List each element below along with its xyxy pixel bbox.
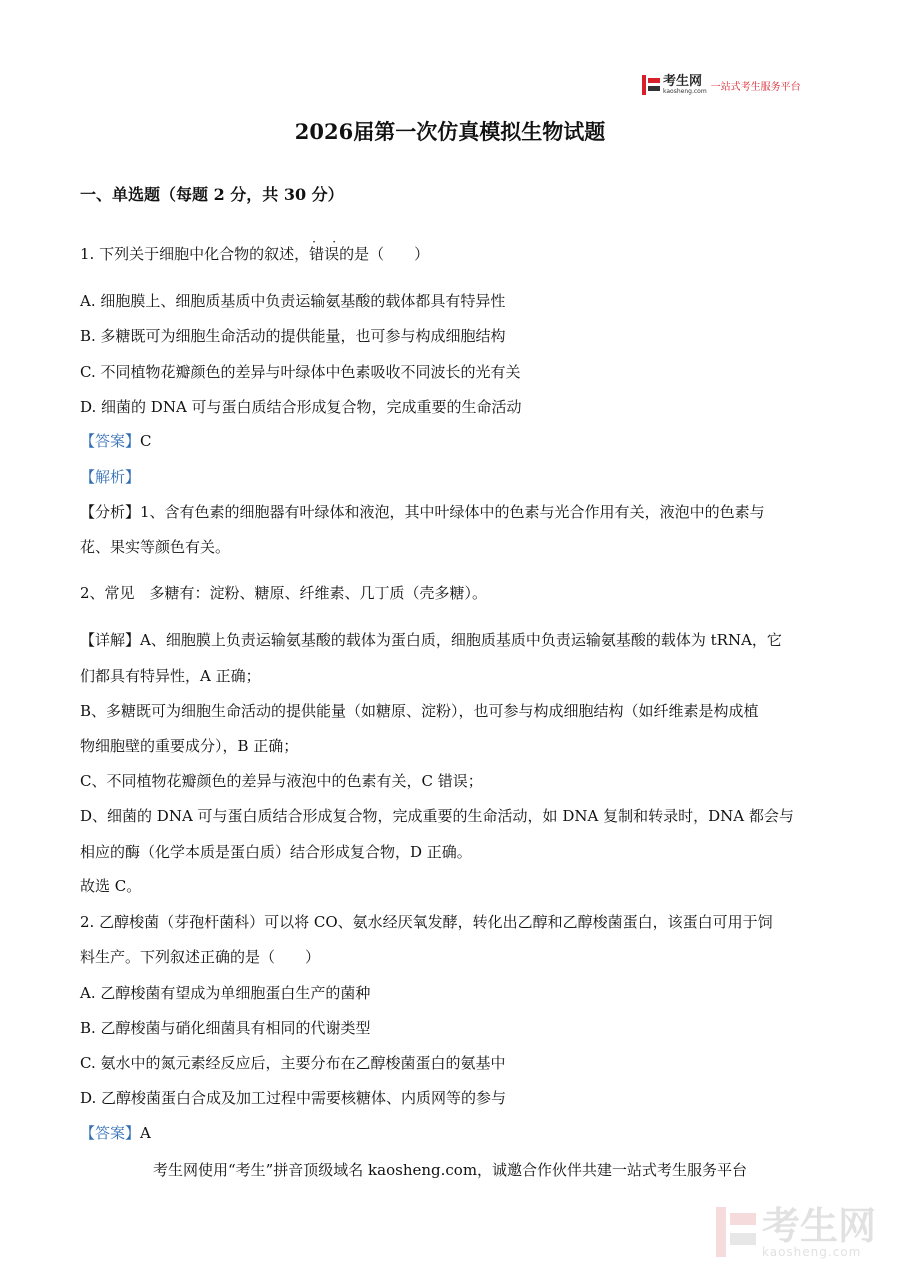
answer-tag: 【答案】 xyxy=(80,432,141,450)
watermark-logo xyxy=(716,1206,876,1258)
watermark-brand: 考生网 xyxy=(762,1204,877,1248)
detail-b-line-1: B、多糖既可为细胞生命活动的提供能量（如糖原、淀粉），也可参与构成细胞结构（如纤维素是构成植 xyxy=(80,702,759,720)
section-heading: 一、单选题（每题 2 分，共 30 分） xyxy=(80,185,344,204)
analysis-tag: 【解析】 xyxy=(80,468,141,486)
fenxi-text-1: 1、含有色素的细胞器有叶绿体和液泡，其中叶绿体中的色素与光合作用有关，液泡中的色素与 xyxy=(140,503,765,521)
fenxi-tag: 【分析】 xyxy=(80,503,141,521)
detail-a-line-2: 们都具有特异性，A 正确； xyxy=(80,667,261,685)
fenxi-line-2: 2、常见 多糖有：淀粉、糖原、纤维素、几丁质（壳多糖）。 xyxy=(80,584,488,602)
q2-stem-line-1: 2. 乙醇梭菌（芽孢杆菌科）可以将 CO、氨水经厌氧发酵，转化出乙醇和乙醇梭菌蛋白，该蛋白可用于饲 xyxy=(80,913,773,931)
q2-option-c: C. 氨水中的氮元素经反应后，主要分布在乙醇梭菌蛋白的氨基中 xyxy=(80,1054,506,1072)
detail-a-line-1 xyxy=(80,630,782,650)
q1-stem xyxy=(80,244,429,264)
q2-stem-line-2: 料生产。下列叙述正确的是（ ） xyxy=(80,948,321,966)
q1-stem-pre: 1. 下列关于细胞中化合物的叙述， xyxy=(80,245,310,263)
fenxi-line-1 xyxy=(80,502,765,522)
q1-option-d: D. 细菌的 DNA 可与蛋白质结合形成复合物，完成重要的生命活动 xyxy=(80,398,522,416)
detail-b-line-2: 物细胞壁的重要成分），B 正确； xyxy=(80,737,299,755)
answer-tag: 【答案】 xyxy=(80,1124,141,1142)
q1-option-c: C. 不同植物花瓣颜色的差异与叶绿体中色素吸收不同波长的光有关 xyxy=(80,363,521,381)
page-title: 2026届第一次仿真模拟生物试题 xyxy=(294,119,606,144)
q1-answer xyxy=(80,431,152,451)
q2-answer xyxy=(80,1123,151,1143)
watermark-domain: kaosheng.com xyxy=(762,1245,862,1259)
detail-d-line-1: D、细菌的 DNA 可与蛋白质结合形成复合物，完成重要的生命活动，如 DNA 复制和转录时，DNA 都会与 xyxy=(80,807,794,825)
detail-tag: 【详解】 xyxy=(80,631,141,649)
q2-option-d: D. 乙醇梭菌蛋白合成及加工过程中需要核糖体、内质网等的参与 xyxy=(80,1089,507,1107)
q1-stem-post: 的是（ ） xyxy=(339,245,430,263)
q1-stem-emphasis: 错误 xyxy=(309,245,340,263)
detail-d-line-2: 相应的酶（化学本质是蛋白质）结合形成复合物，D 正确。 xyxy=(80,843,472,861)
logo-slogan: 一站式考生服务平台 xyxy=(710,81,801,93)
header-logo xyxy=(642,74,801,96)
logo-mark-icon xyxy=(642,75,660,95)
detail-a-text: A、细胞膜上负责运输氨基酸的载体为蛋白质，细胞质基质中负责运输氨基酸的载体为 tRNA，它 xyxy=(140,631,782,649)
answer-value: A xyxy=(140,1124,151,1142)
logo-domain: kaosheng.com xyxy=(663,88,707,95)
watermark-text xyxy=(762,1206,876,1258)
detail-c-line: C、不同植物花瓣颜色的差异与液泡中的色素有关，C 错误； xyxy=(80,772,483,790)
logo-brand: 考生网 xyxy=(663,74,703,89)
q2-option-a: A. 乙醇梭菌有望成为单细胞蛋白生产的菌种 xyxy=(80,984,371,1002)
answer-value: C xyxy=(140,432,152,450)
page-footer: 考生网使用“考生”拼音顶级域名 kaosheng.com，诚邀合作伙伴共建一站式考生服务平台 xyxy=(152,1161,748,1179)
fenxi-line-1b: 花、果实等颜色有关。 xyxy=(80,538,231,556)
q2-option-b: B. 乙醇梭菌与硝化细菌具有相同的代谢类型 xyxy=(80,1019,371,1037)
q1-conclusion: 故选 C。 xyxy=(80,877,142,895)
logo-text xyxy=(663,75,707,95)
q1-option-a: A. 细胞膜上、细胞质基质中负责运输氨基酸的载体都具有特异性 xyxy=(80,292,506,310)
watermark-mark-icon xyxy=(716,1207,756,1257)
q1-option-b: B. 多糖既可为细胞生命活动的提供能量，也可参与构成细胞结构 xyxy=(80,327,506,345)
